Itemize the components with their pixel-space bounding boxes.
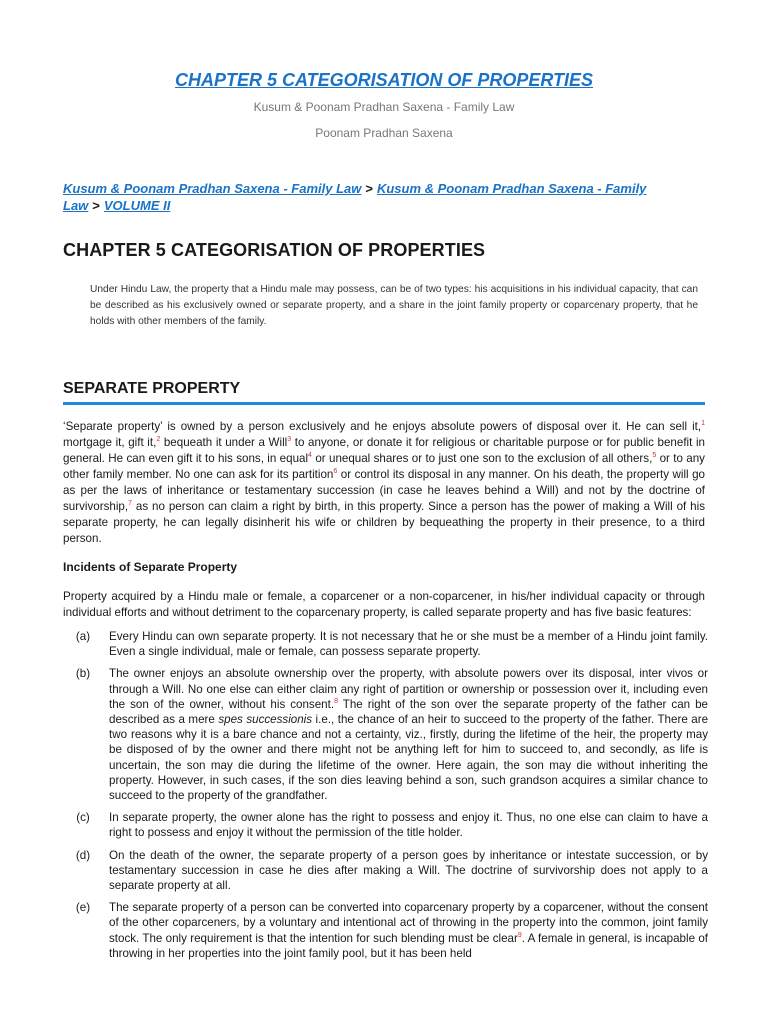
- text-run: The right of the son over the separate property of the father can be described as a mere: [109, 697, 708, 727]
- list-item-text: In separate property, the owner alone has the right to possess and enjoy it. Thus, no one else can claim to have a right to possess and enjoy it without the permission of the title holder.: [109, 811, 708, 840]
- section-header: [63, 380, 705, 405]
- footnote-link-4[interactable]: 4: [308, 452, 312, 460]
- author-name: Poonam Pradhan Saxena: [315, 126, 453, 140]
- text-run: or unequal shares or to just one son to the exclusion of all others,: [311, 452, 653, 465]
- footnote-link-3[interactable]: 3: [287, 436, 292, 444]
- list-marker: (e): [75, 901, 91, 915]
- italic-term: spes successionis: [218, 713, 313, 727]
- subsection-heading: Incidents of Separate Property: [63, 560, 238, 574]
- list-item: [63, 848, 708, 894]
- list-marker: (b): [75, 667, 91, 681]
- text-run: bequeath it under a Will: [160, 436, 288, 449]
- breadcrumb-link-book[interactable]: Kusum & Poonam Pradhan Saxena - Family Law: [63, 181, 362, 196]
- footnote-link-5[interactable]: 5: [652, 452, 657, 460]
- document-header: [0, 0, 768, 140]
- list-item: [63, 900, 708, 961]
- footnote-link-1[interactable]: 1: [701, 420, 705, 428]
- text-run: or control its disposal in any manner. On his death, the property will go as per the laws of inheritance or testamentary succession (in case he leaves behind a Will) and not by the doctrine of survivorship,: [63, 468, 706, 513]
- text-run: i.e., the chance of an heir to succeed to the property of the father. There are two reasons why it is a bare chance and not a certainty, viz., firstly, during the lifetime of the heir, the property may be disposed of by the owner and there might not be anything left for him to succeed to, and secondly, as life is uncertain, the son may die during the lifetime of the owner. Here again, the son may die without inheriting the property. However, in such cases, if the son dies leaving behind a son, such grandson acquires a similar chance to succeed to the property of the grandfather.: [109, 713, 709, 803]
- separate-property-paragraph: [63, 419, 705, 547]
- list-item-text: On the death of the owner, the separate property of a person goes by inheritance or intestate succession, or by testamentary succession in case he dies after making a Will. The doctrine of survivorship does not apply to a separate property at all.: [109, 848, 708, 893]
- list-item-text: Every Hindu can own separate property. It is not necessary that he or she must be a member of a Hindu joint family. Even a single individual, male or female, can possess separate property.: [109, 630, 708, 659]
- list-item-text: [109, 901, 708, 960]
- list-item: [63, 666, 708, 803]
- footnote-link-2[interactable]: 2: [156, 436, 161, 444]
- text-run: The owner enjoys an absolute ownership over the property, with absolute powers over its disposal, inter vivos or through a Will. No one else can either claim any right of partition or ownership or possession over it, including even the son of the owner, without his consent.: [109, 667, 708, 711]
- list-item-text: [109, 667, 708, 802]
- text-run: to anyone, or donate it for religious or charitable purpose or for public benefit in general. He can even gift it to his sons, in equal: [63, 436, 705, 465]
- incidents-paragraph: Property acquired by a Hindu male or female, a coparcener or a non-coparcener, in his/her individual capacity or through individual efforts and without detriment to the coparcenary property, is called separate property and has five basic features:: [63, 590, 705, 619]
- list-marker: (c): [76, 811, 90, 825]
- breadcrumb: [63, 180, 698, 214]
- document-title-link[interactable]: CHAPTER 5 CATEGORISATION OF PROPERTIES: [174, 70, 594, 90]
- text-run: mortgage it, gift it,: [63, 436, 157, 449]
- list-marker: (a): [75, 630, 91, 643]
- text-run: or to any other family member. No one can ask for its partition: [63, 452, 705, 481]
- text-run: The separate property of a person can be converted into coparcenary property by a coparcener, without the consent of the other coparceners, by a voluntary and intentional act of throwing in the property into the common, joint family stock. The only requirement is that the intention for such blending must be clear: [109, 901, 708, 945]
- footnote-link-7[interactable]: 7: [128, 500, 132, 508]
- list-item: [63, 810, 708, 840]
- book-title: Kusum & Poonam Pradhan Saxena - Family Law: [253, 100, 515, 114]
- footnote-link-9[interactable]: 9: [517, 931, 522, 939]
- section-title: SEPARATE PROPERTY: [63, 380, 705, 405]
- list-marker: (d): [75, 848, 91, 862]
- text-run: as no person can claim a right by birth, in this property. Since a person has the power of making a Will of his separate property, he can legally disinherit his wife or children by bequeathing the property in their presence, to a third person.: [63, 500, 705, 545]
- chapter-heading: CHAPTER 5 CATEGORISATION OF PROPERTIES: [63, 240, 486, 260]
- footnote-link-6[interactable]: 6: [333, 468, 338, 476]
- list-item: [63, 629, 708, 659]
- features-list: [63, 629, 708, 961]
- footnote-link-8[interactable]: 8: [334, 697, 338, 705]
- text-run: . A female in general, is incapable of throwing in her properties into the joint family pool, but it has been held: [109, 931, 708, 960]
- intro-paragraph: Under Hindu Law, the property that a Hindu male may possess, can be of two types: his acquisitions in his individual capacity, that can be described as his exclusively owned or separate property, and a share in the joint family property or coparcenary property, that he holds with other members of the family.: [90, 284, 698, 327]
- text-run: ‘Separate property’ is owned by a person exclusively and he enjoys absolute powers of disposal over it. He can sell it,: [63, 420, 702, 433]
- breadcrumb-separator: >: [92, 198, 100, 213]
- breadcrumb-link-book-2[interactable]: Kusum & Poonam Pradhan Saxena - Family Law: [63, 181, 647, 213]
- breadcrumb-link-volume[interactable]: VOLUME II: [103, 198, 171, 213]
- breadcrumb-separator: >: [365, 181, 373, 196]
